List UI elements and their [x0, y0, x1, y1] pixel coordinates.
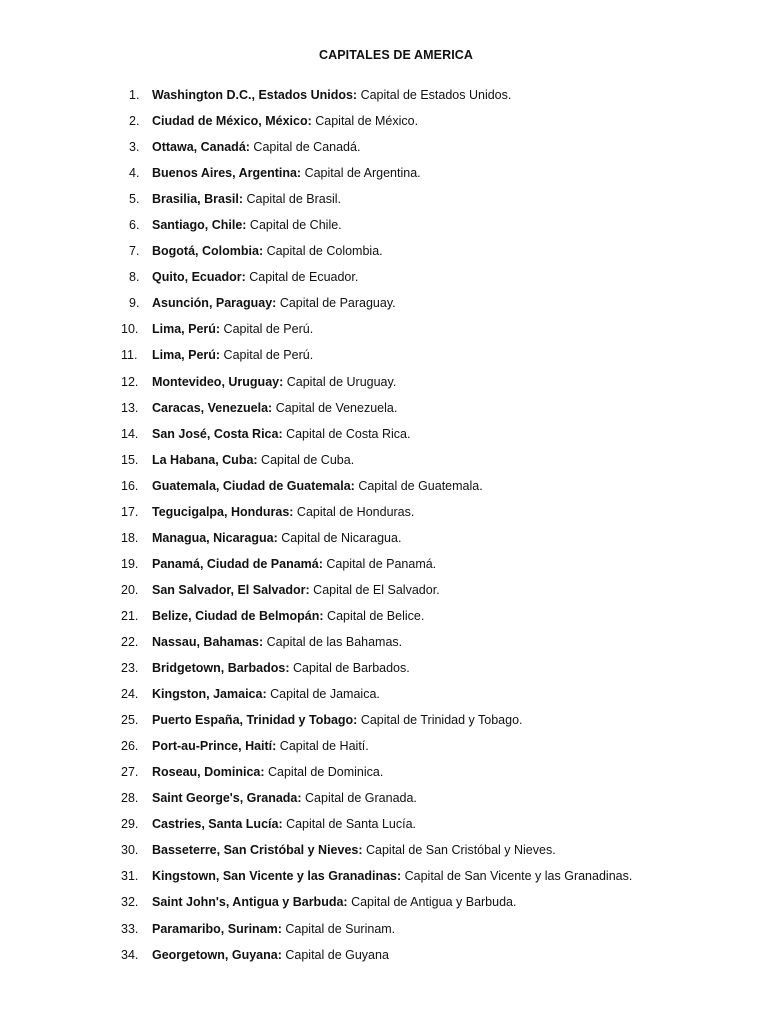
- list-item-description: Capital de las Bahamas.: [263, 634, 403, 649]
- list-item-number: 30.: [121, 843, 139, 858]
- list-item-city: San Salvador, El Salvador:: [152, 582, 310, 597]
- list-item: [121, 763, 632, 789]
- list-item-city: Guatemala, Ciudad de Guatemala:: [152, 478, 355, 493]
- list-item-number: 18.: [121, 530, 139, 545]
- list-item: [121, 659, 632, 685]
- list-item-number: 3.: [129, 140, 140, 155]
- list-item: [121, 477, 632, 503]
- list-item-number: 26.: [121, 739, 139, 754]
- list-item-city: Basseterre, San Cristóbal y Nieves:: [152, 843, 363, 858]
- list-item-number: 8.: [129, 270, 140, 285]
- list-item: [121, 841, 632, 867]
- list-item-description: Capital de Guatemala.: [354, 478, 483, 493]
- list-item: [121, 607, 632, 633]
- list-item-description: Capital de Paraguay.: [276, 296, 396, 311]
- list-item-description: Capital de Trinidad y Tobago.: [357, 713, 523, 728]
- list-item: [121, 164, 632, 190]
- list-item-description: Capital de Panamá.: [322, 556, 437, 571]
- list-item-city: La Habana, Cuba:: [152, 452, 258, 467]
- list-item-number: 29.: [121, 817, 139, 832]
- list-item-number: 11.: [121, 348, 138, 363]
- list-item-description: Capital de San Cristóbal y Nieves.: [362, 843, 556, 858]
- list-item: [121, 242, 632, 268]
- list-item: [121, 112, 632, 138]
- list-item-number: 28.: [121, 791, 139, 806]
- list-item: [121, 268, 632, 294]
- list-item-city: Ciudad de México, México:: [152, 114, 312, 129]
- list-item-number: 20.: [121, 582, 139, 597]
- list-item-number: 5.: [129, 192, 140, 207]
- list-item-description: Capital de Perú.: [220, 348, 314, 363]
- list-item-description: Capital de Dominica.: [264, 765, 384, 780]
- list-item-number: 19.: [121, 556, 139, 571]
- list-item: [121, 190, 632, 216]
- list-item-number: 16.: [121, 478, 139, 493]
- list-item-description: Capital de Cuba.: [257, 452, 355, 467]
- list-item-number: 12.: [121, 374, 139, 389]
- list-item-number: 1.: [129, 88, 140, 102]
- list-item-description: Capital de Honduras.: [293, 504, 415, 519]
- list-item: [121, 789, 632, 815]
- list-item-city: Kingstown, San Vicente y las Granadinas:: [152, 869, 402, 884]
- list-item: [121, 529, 632, 555]
- list-item-number: 23.: [121, 661, 139, 676]
- list-item-number: 9.: [129, 296, 140, 311]
- list-item: [121, 320, 632, 346]
- list-item-city: Buenos Aires, Argentina:: [152, 166, 302, 181]
- list-item: [121, 346, 632, 372]
- list-item-city: Washington D.C., Estados Unidos:: [152, 88, 358, 102]
- list-item-number: 22.: [121, 634, 139, 649]
- list-item-city: Nassau, Bahamas:: [152, 634, 264, 649]
- list-item: [121, 216, 632, 242]
- list-item-description: Capital de Guyana: [281, 947, 389, 962]
- list-item-city: Georgetown, Guyana:: [152, 947, 282, 962]
- list-item-number: 34.: [121, 947, 139, 962]
- list-item-city: Puerto España, Trinidad y Tobago:: [152, 713, 358, 728]
- list-item-number: 32.: [121, 895, 139, 910]
- list-item-city: Bogotá, Colombia:: [152, 244, 264, 259]
- list-item-description: Capital de Costa Rica.: [282, 426, 411, 441]
- list-item: [121, 294, 632, 320]
- list-item-description: Capital de Venezuela.: [272, 400, 398, 415]
- list-item-city: Managua, Nicaragua:: [152, 530, 278, 545]
- list-item: [121, 555, 632, 581]
- list-item-description: Capital de Santa Lucía.: [282, 817, 417, 832]
- list-item-city: Asunción, Paraguay:: [152, 296, 277, 311]
- list-item: [121, 893, 632, 919]
- list-item-city: Roseau, Dominica:: [152, 765, 265, 780]
- list-item: [121, 503, 632, 529]
- list-item-number: 21.: [121, 608, 139, 623]
- list-item-city: Santiago, Chile:: [152, 218, 247, 233]
- list-item: [121, 86, 632, 112]
- list-item-city: Lima, Perú:: [152, 322, 221, 337]
- list-item-city: Kingston, Jamaica:: [152, 687, 267, 702]
- list-item-description: Capital de Colombia.: [263, 244, 383, 259]
- list-item: [121, 399, 632, 425]
- list-item-city: San José, Costa Rica:: [152, 426, 283, 441]
- list-item-city: Caracas, Venezuela:: [152, 400, 273, 415]
- list-item-city: Quito, Ecuador:: [152, 270, 246, 285]
- list-item-description: Capital de Ecuador.: [245, 270, 359, 285]
- list-item: [121, 920, 632, 946]
- list-item-description: Capital de Barbados.: [289, 661, 410, 676]
- list-item: [121, 425, 632, 451]
- list-item-number: 27.: [121, 765, 139, 780]
- list-item-description: Capital de Perú.: [220, 322, 314, 337]
- list-item: [121, 373, 632, 399]
- list-item-number: 24.: [121, 687, 139, 702]
- list-item-description: Capital de San Vicente y las Granadinas.: [401, 869, 633, 884]
- list-item: [121, 711, 632, 737]
- list-item: [121, 946, 632, 972]
- list-item-city: Paramaribo, Surinam:: [152, 921, 282, 936]
- list-item-description: Capital de Brasil.: [243, 192, 341, 207]
- list-item: [121, 815, 632, 841]
- list-item-description: Capital de Estados Unidos.: [357, 88, 512, 102]
- list-item-description: Capital de Argentina.: [301, 166, 421, 181]
- list-item-number: 15.: [121, 452, 139, 467]
- list-item-description: Capital de El Salvador.: [309, 582, 440, 597]
- list-item-city: Montevideo, Uruguay:: [152, 374, 284, 389]
- list-item-number: 33.: [121, 921, 139, 936]
- list-item-description: Capital de Nicaragua.: [277, 530, 402, 545]
- list-item-city: Panamá, Ciudad de Panamá:: [152, 556, 323, 571]
- list-item-city: Lima, Perú:: [152, 348, 221, 363]
- list-item-number: 14.: [121, 426, 139, 441]
- list-item-city: Port-au-Prince, Haití:: [152, 739, 277, 754]
- list-item-number: 10.: [121, 322, 139, 337]
- list-item: [121, 633, 632, 659]
- list-item-description: Capital de Canadá.: [249, 140, 361, 155]
- list-item-number: 31.: [121, 869, 139, 884]
- list-item: [121, 867, 632, 893]
- list-item-description: Capital de Chile.: [246, 218, 342, 233]
- list-item-city: Saint John's, Antigua y Barbuda:: [152, 895, 348, 910]
- list-item-city: Belize, Ciudad de Belmopán:: [152, 608, 324, 623]
- list-item: [121, 138, 632, 164]
- list-item-number: 2.: [129, 114, 140, 129]
- list-item: [121, 737, 632, 763]
- list-item: [121, 685, 632, 711]
- list-item-city: Tegucigalpa, Honduras:: [152, 504, 294, 519]
- list-item: [121, 451, 632, 477]
- list-item-description: Capital de México.: [311, 114, 419, 129]
- list-item-description: Capital de Antigua y Barbuda.: [347, 895, 517, 910]
- list-item-description: Capital de Granada.: [301, 791, 417, 806]
- list-item-description: Capital de Belice.: [323, 608, 425, 623]
- list-item-city: Saint George's, Granada:: [152, 791, 302, 806]
- list-item-city: Castries, Santa Lucía:: [152, 817, 283, 832]
- list-item-number: 13.: [121, 400, 139, 415]
- list-item-description: Capital de Haití.: [276, 739, 369, 754]
- capital-list: [121, 86, 632, 972]
- list-item-description: Capital de Jamaica.: [266, 687, 380, 702]
- list-item-number: 25.: [121, 713, 139, 728]
- list-item-city: Ottawa, Canadá:: [152, 140, 250, 155]
- list-item-description: Capital de Uruguay.: [283, 374, 397, 389]
- list-item-city: Brasilia, Brasil:: [152, 192, 244, 207]
- page-title: CAPITALES DE AMERICA: [318, 48, 474, 62]
- list-item-number: 4.: [129, 166, 140, 181]
- list-item-number: 17.: [121, 504, 139, 519]
- list-item-city: Bridgetown, Barbados:: [152, 661, 290, 676]
- list-item: [121, 581, 632, 607]
- list-item-number: 7.: [129, 244, 140, 259]
- list-item-description: Capital de Surinam.: [281, 921, 396, 936]
- list-item-number: 6.: [129, 218, 140, 233]
